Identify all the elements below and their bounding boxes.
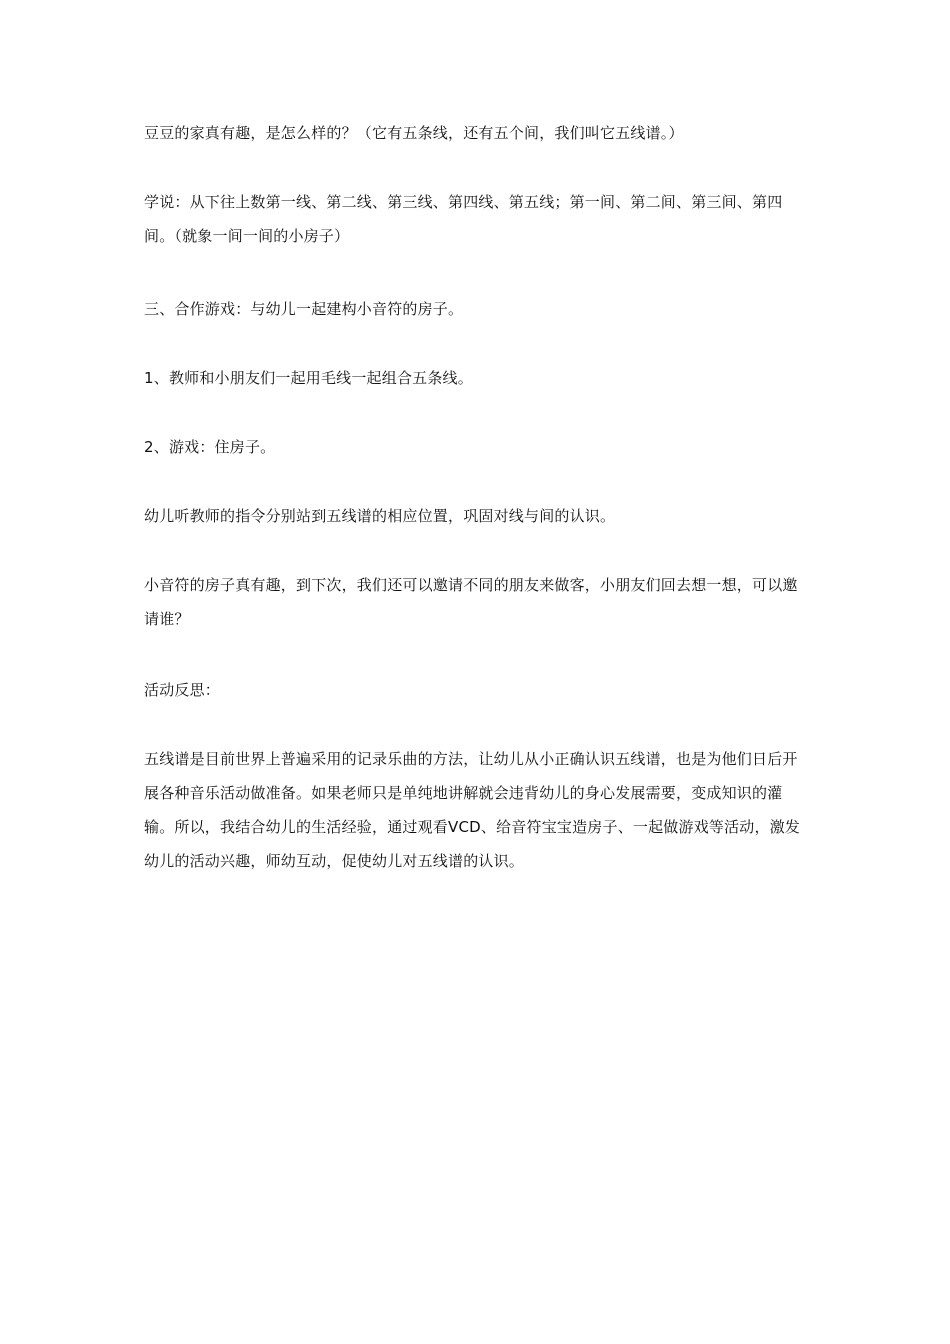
paragraph-learn-lines-spaces: 学说：从下往上数第一线、第二线、第三线、第四线、第五线；第一间、第二间、第三间、第四间。（就象一间一间的小房子） [144, 193, 783, 245]
paragraph-doudou-home: 豆豆的家真有趣，是怎么样的？（它有五条线，还有五个间，我们叫它五线谱。） [144, 124, 684, 142]
paragraph-section-three-heading: 三、合作游戏：与幼儿一起建构小音符的房子。 [144, 300, 464, 318]
paragraph-step-one: 1、教师和小朋友们一起用毛线一起组合五条线。 [144, 369, 473, 387]
paragraph-invite-friends: 小音符的房子真有趣，到下次，我们还可以邀请不同的朋友来做客，小朋友们回去想一想，可以邀请谁？ [144, 576, 798, 628]
paragraph-children-positions: 幼儿听教师的指令分别站到五线谱的相应位置，巩固对线与间的认识。 [144, 507, 616, 525]
paragraph-step-two: 2、游戏：住房子。 [144, 438, 276, 456]
paragraph-reflection-body: 五线谱是目前世界上普遍采用的记录乐曲的方法，让幼儿从小正确认识五线谱，也是为他们日后开展各种音乐活动做准备。如果老师只是单纯地讲解就会违背幼儿的身心发展需要，变成知识的灌输。所以，我结合幼儿的生活经验，通过观看VCD、给音符宝宝造房子、一起做游戏等活动，激发幼儿的活动兴趣，师幼互动，促使幼儿对五线谱的认识。 [144, 750, 801, 870]
paragraph-reflection-heading: 活动反思： [144, 681, 221, 699]
